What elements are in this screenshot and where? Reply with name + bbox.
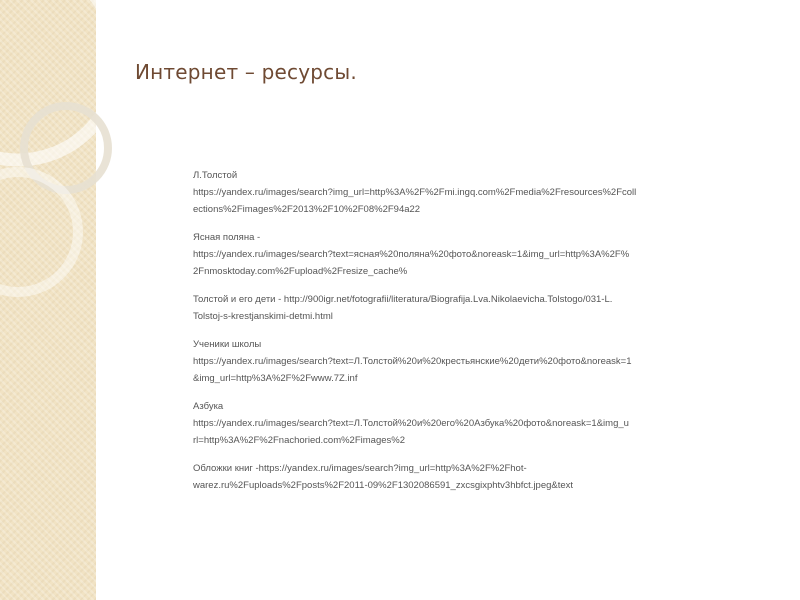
- resource-title: Л.Толстой: [193, 170, 238, 181]
- resource-item-book-covers: [193, 460, 718, 494]
- resource-title: Ученики школы: [193, 339, 262, 350]
- resource-url-line[interactable]: ections%2Fimages%2F2013%2F10%2F08%2F94a22: [193, 204, 421, 215]
- resource-title: Азбука: [193, 401, 224, 412]
- resource-url-line[interactable]: https://yandex.ru/images/search?text=ясная%20поляна%20фото&noreask=1&img_url=http%3A%2F%: [193, 249, 630, 260]
- resource-item-azbuka: [193, 398, 718, 449]
- resource-item-tolstoy-children: [193, 291, 718, 325]
- resource-item-yasnaya-polyana: [193, 229, 718, 280]
- slide-title: Интернет – ресурсы.: [135, 60, 357, 84]
- resource-title: Ясная поляна -: [193, 232, 261, 243]
- resource-url-line[interactable]: &img_url=http%3A%2F%2Fwww.7Z.inf: [193, 373, 358, 384]
- resource-title-with-url[interactable]: Толстой и его дети - http://900igr.net/fotografii/literatura/Biografija.Lva.Nikolaevicha.Tolstogo/031-L.: [193, 294, 613, 305]
- resource-list: [193, 167, 718, 505]
- resource-url-line[interactable]: https://yandex.ru/images/search?img_url=http%3A%2F%2Fmi.ingq.com%2Fmedia%2Fresources%2Fcoll: [193, 187, 637, 198]
- resource-url-line[interactable]: Tolstoj-s-krestjanskimi-detmi.html: [193, 311, 333, 322]
- resource-title-with-url[interactable]: Обложки книг -https://yandex.ru/images/search?img_url=http%3A%2F%2Fhot-: [193, 463, 527, 474]
- resource-url-line[interactable]: https://yandex.ru/images/search?text=Л.Толстой%20и%20крестьянские%20дети%20фото&noreask=1: [193, 356, 632, 367]
- resource-url-line[interactable]: rl=http%3A%2F%2Fnachoried.com%2Fimages%2: [193, 435, 406, 446]
- resource-url-line[interactable]: https://yandex.ru/images/search?text=Л.Толстой%20и%20его%20Азбука%20фото&noreask=1&img_u: [193, 418, 629, 429]
- resource-url-line[interactable]: 2Fnmosktoday.com%2Fupload%2Fresize_cache%: [193, 266, 408, 277]
- resource-item-school-students: [193, 336, 718, 387]
- resource-url-line[interactable]: warez.ru%2Fuploads%2Fposts%2F2011-09%2F1302086591_zxcsgixphtv3hbfct.jpeg&text: [193, 480, 574, 491]
- resource-item-tolstoy: [193, 167, 718, 218]
- decorative-side-band: [0, 0, 96, 600]
